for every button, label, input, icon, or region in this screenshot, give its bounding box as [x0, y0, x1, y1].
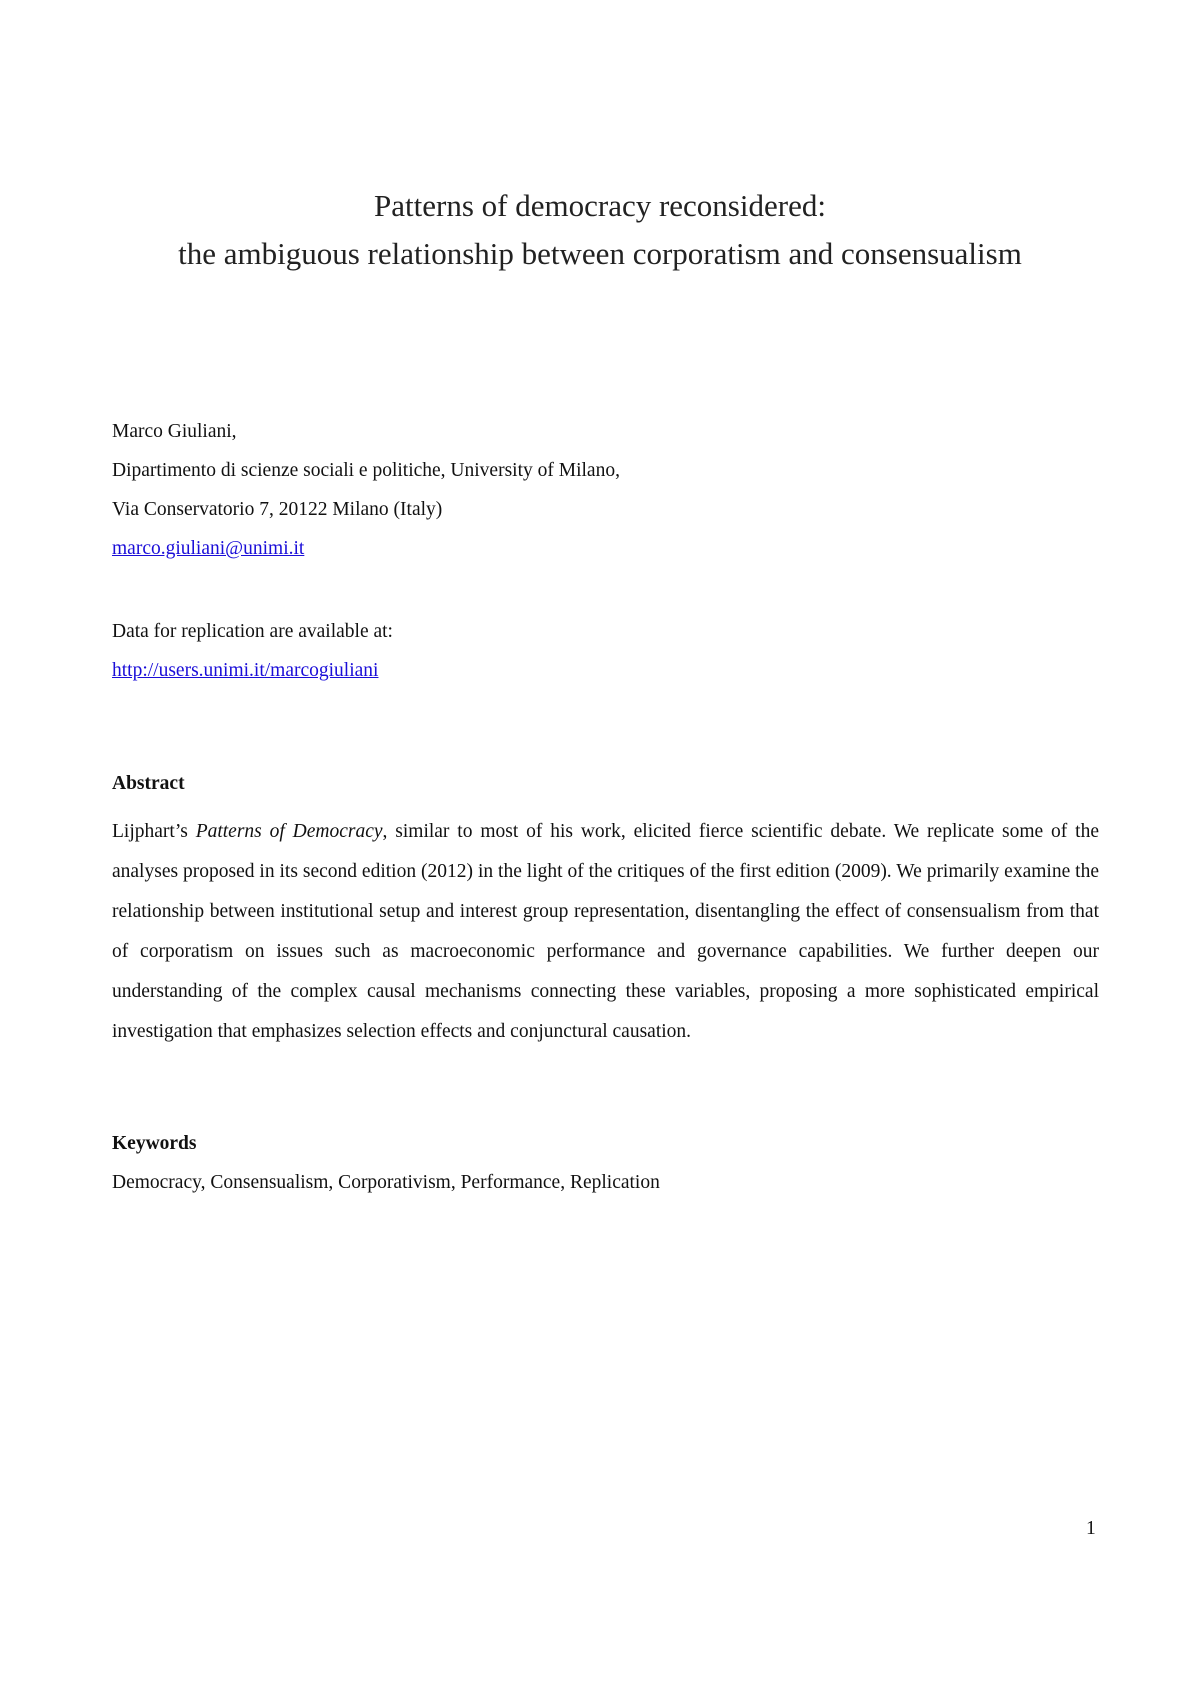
replication-info [112, 612, 393, 690]
replication-label: Data for replication are available at: [112, 621, 393, 642]
page-number: 1 [1086, 1518, 1096, 1539]
author-info [112, 412, 620, 568]
abstract-heading: Abstract [112, 773, 185, 794]
author-department: Dipartimento di scienze sociali e politiche, University of Milano, [112, 460, 620, 481]
replication-url-link[interactable]: http://users.unimi.it/marcogiuliani [112, 660, 379, 681]
title-line-1: Patterns of democracy reconsidered: [374, 188, 826, 223]
keywords-heading: Keywords [112, 1133, 197, 1154]
paper-title [0, 182, 1200, 278]
abstract-body [112, 812, 1099, 1052]
abstract-prefix: Lijphart’s [112, 821, 196, 842]
author-address: Via Conservatorio 7, 20122 Milano (Italy) [112, 499, 443, 520]
keywords-list: Democracy, Consensualism, Corporativism, Performance, Replication [112, 1172, 660, 1193]
title-line-2: the ambiguous relationship between corporatism and consensualism [178, 236, 1022, 271]
abstract-italic-title: Patterns of Democracy [195, 821, 383, 842]
author-name: Marco Giuliani, [112, 421, 237, 442]
abstract-text: , similar to most of his work, elicited fierce scientific debate. We replicate some of the analyses proposed in its second edition (2012) in the light of the critiques of the first edition (2009). We primarily examine the relationship between institutional setup and interest group representation, disentangling the effect of consensualism from that of corporatism on issues such as macroeconomic performance and governance capabilities. We further deepen our understanding of the complex causal mechanisms connecting these variables, proposing a more sophisticated empirical investigation that emphasizes selection effects and conjunctural causation. [112, 821, 1099, 1042]
author-email-link[interactable]: marco.giuliani@unimi.it [112, 538, 305, 559]
